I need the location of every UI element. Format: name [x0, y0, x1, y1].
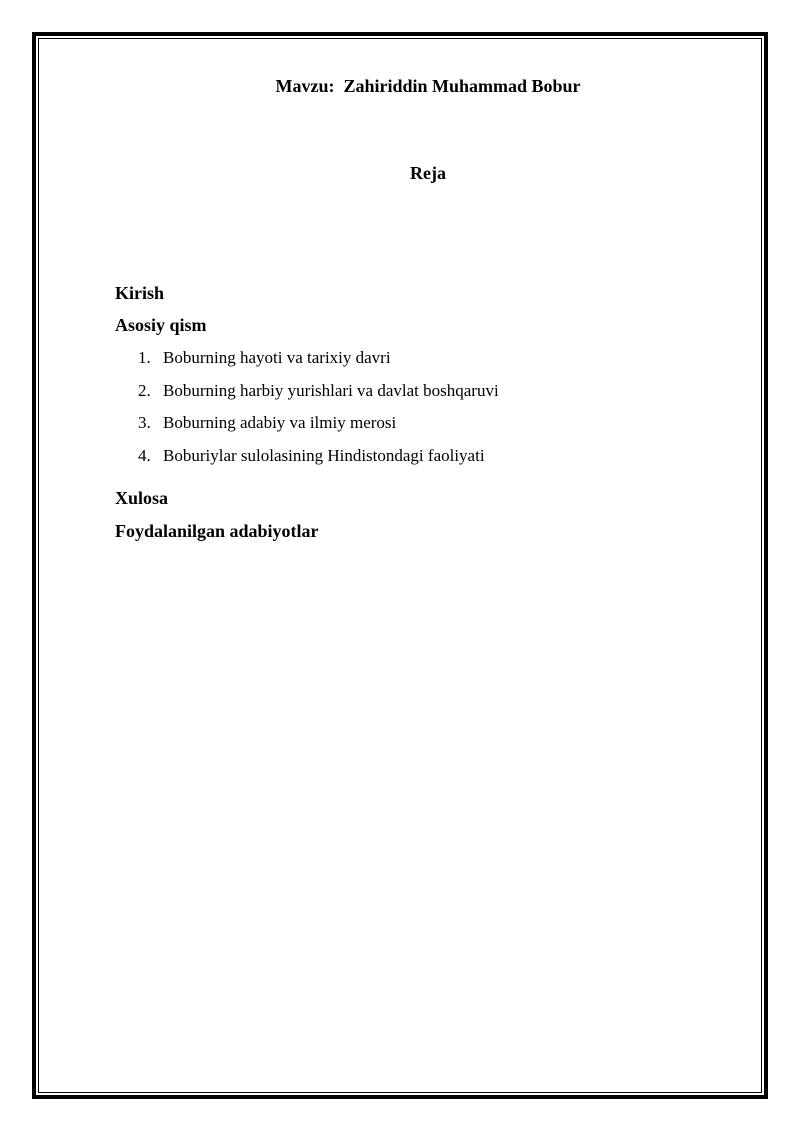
list-item-number: 1.: [138, 348, 151, 367]
list-item: [138, 379, 499, 412]
list-item-number: 4.: [138, 445, 151, 465]
list-item-text: Boburning harbiy yurishlari va davlat boshqaruvi: [163, 380, 499, 400]
page-border-inner: [38, 38, 762, 1093]
plan-heading: Reja: [410, 163, 446, 183]
list-item: [138, 444, 499, 477]
section-main-part: Asosiy qism: [115, 315, 207, 335]
section-conclusion: Xulosa: [115, 488, 169, 508]
section-intro: Kirish: [115, 283, 165, 303]
list-item-text: Boburning hayoti va tarixiy davri: [163, 348, 391, 367]
list-item: [138, 411, 499, 444]
list-item-number: 2.: [138, 380, 151, 400]
plan-list: [138, 346, 499, 476]
list-item: [138, 346, 499, 379]
list-item-number: 3.: [138, 413, 151, 432]
section-references: Foydalanilgan adabiyotlar: [115, 521, 319, 541]
list-item-text: Boburiylar sulolasining Hindistondagi faoliyati: [163, 445, 485, 465]
document-title: Mavzu: Zahiriddin Muhammad Bobur: [275, 76, 581, 96]
list-item-text: Boburning adabiy va ilmiy merosi: [163, 413, 397, 432]
